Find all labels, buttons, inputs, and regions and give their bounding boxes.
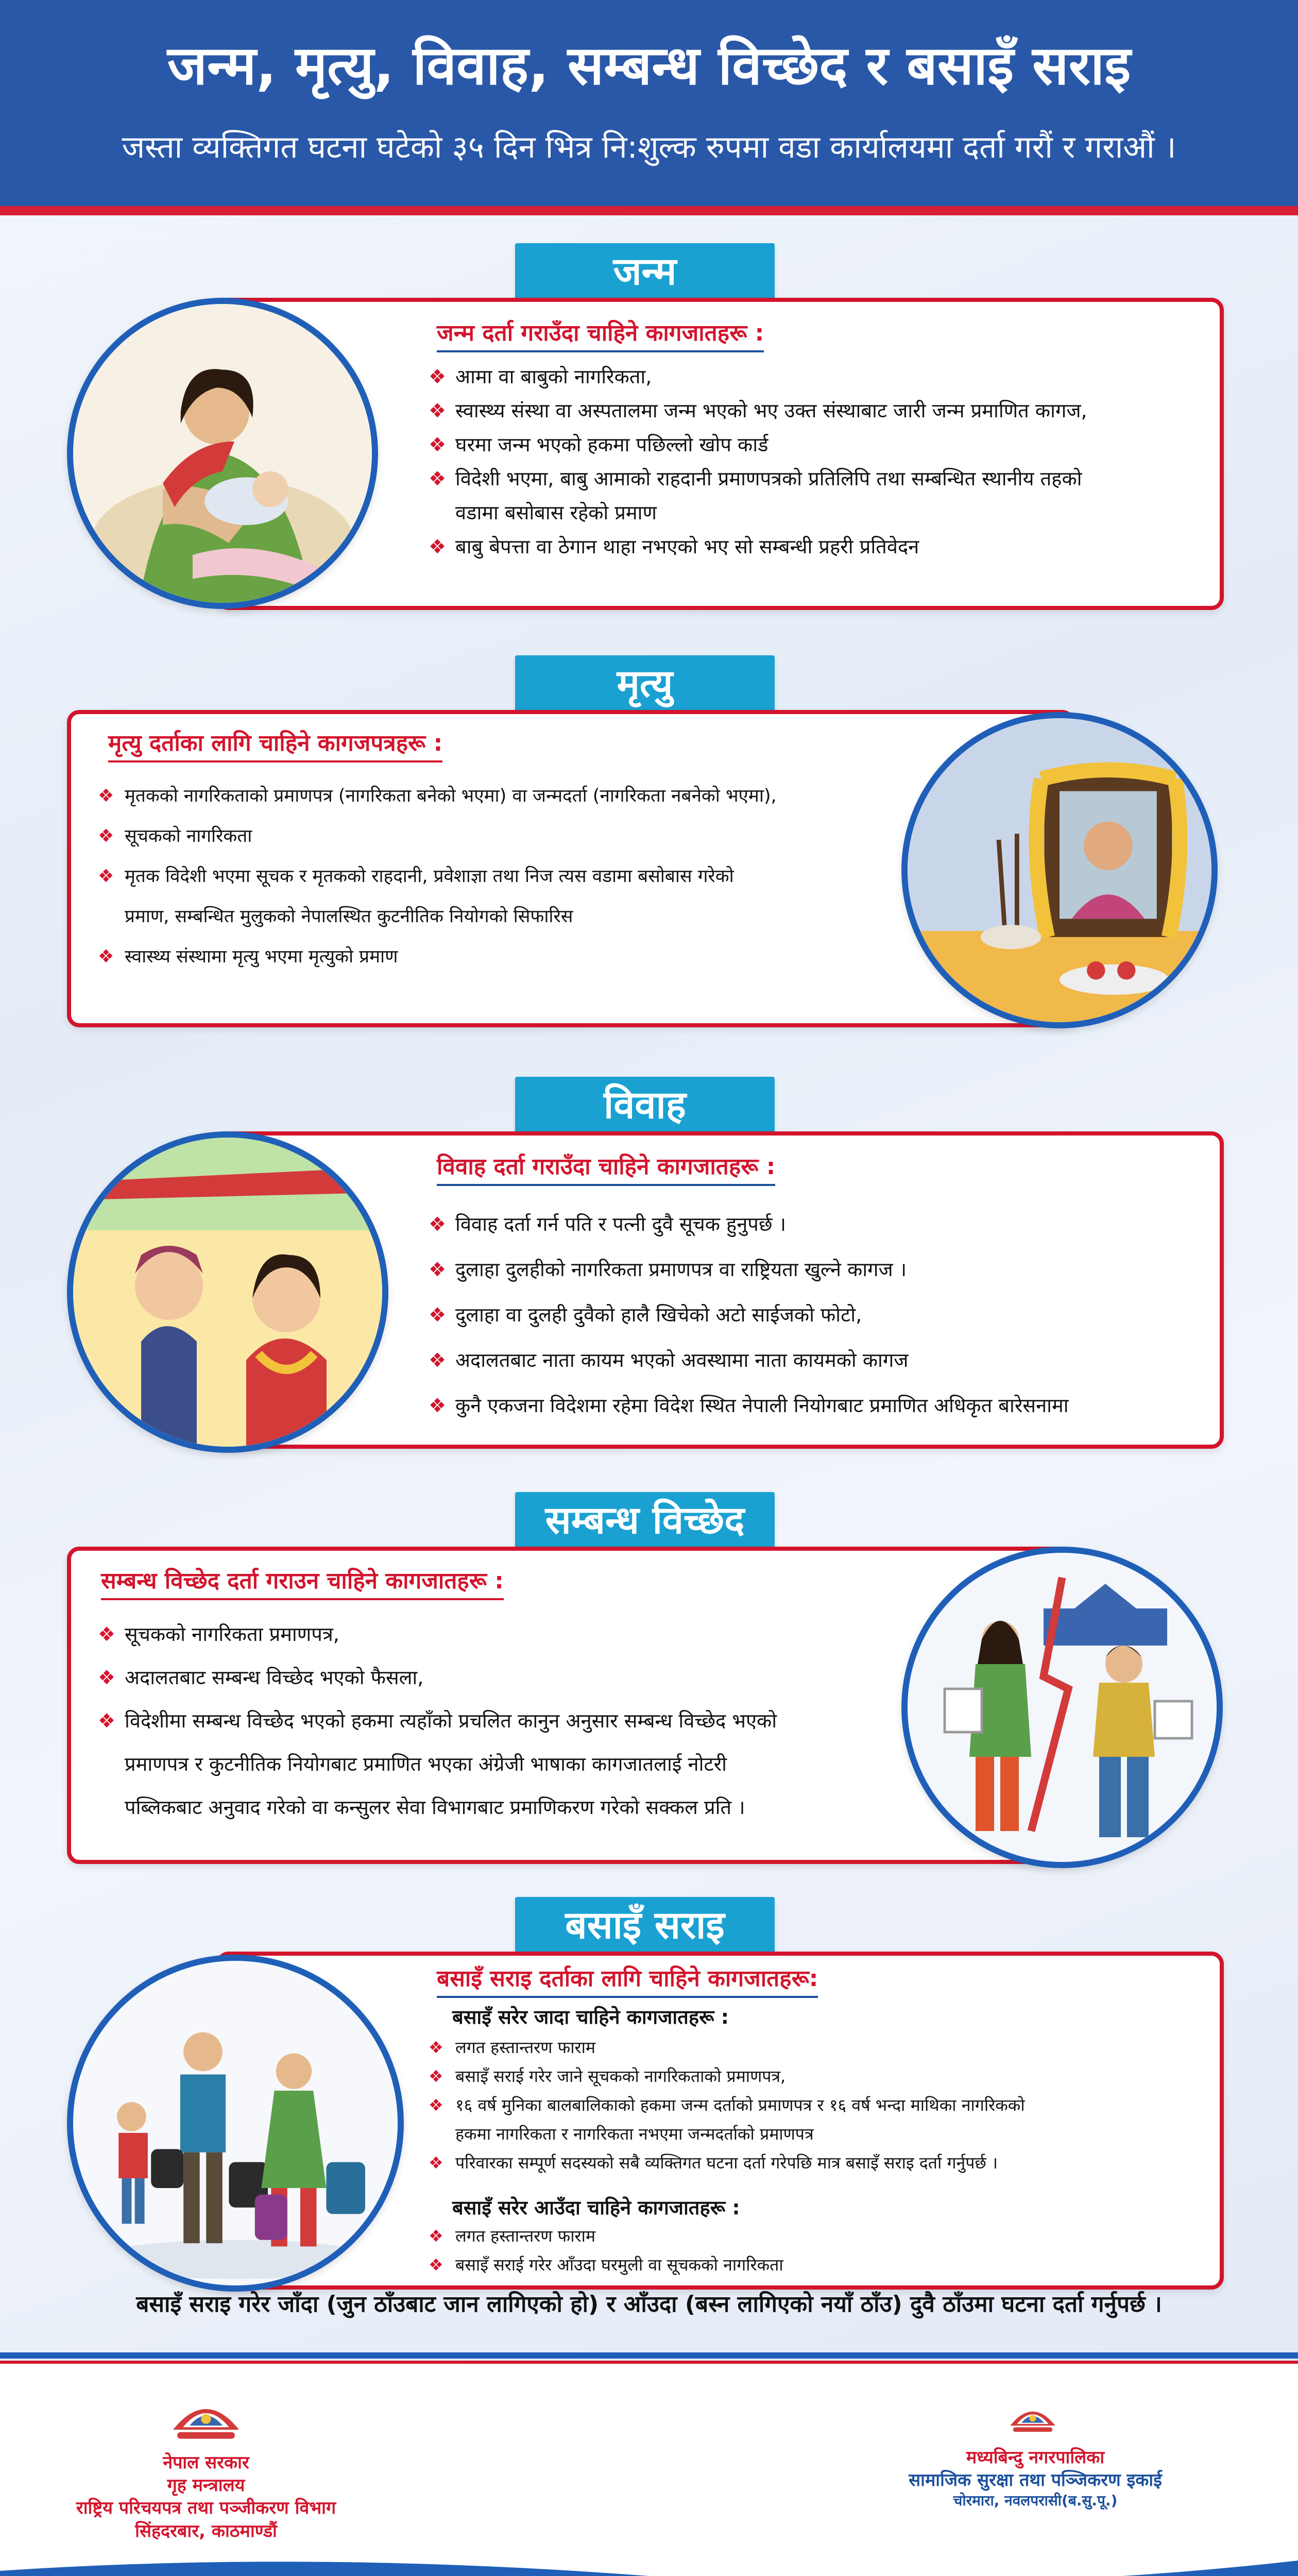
- list-item: ❖ बसाइँ सराई गरेर आँउदा घरमुली वा सूचकको नागरिकता: [426, 2250, 1199, 2279]
- diamond-bullet-icon: ❖: [429, 2226, 443, 2246]
- list-item: ❖ दुलाहा दुलहीको नागरिकता प्रमाणपत्र वा राष्ट्रियता खुल्ने कागज ।: [426, 1247, 1199, 1292]
- diamond-bullet-icon: ❖: [429, 1303, 447, 1326]
- diamond-bullet-icon: ❖: [98, 786, 114, 806]
- list-item: ❖ विदेशी भएमा, बाबु आमाको राहदानी प्रमाणपत्रको प्रतिलिपि तथा सम्बन्धित स्थानीय तहको वडामा बसोबास रहेको प्रमाण: [426, 462, 1199, 530]
- diamond-bullet-icon: ❖: [429, 467, 447, 490]
- section-tab-divorce: सम्बन्ध विच्छेद: [515, 1492, 775, 1549]
- list-item: ❖ सूचकको नागरिकता: [96, 816, 941, 856]
- separated-couple-illustration: [901, 1547, 1223, 1868]
- diamond-bullet-icon: ❖: [429, 2255, 443, 2275]
- diamond-bullet-icon: ❖: [429, 399, 447, 422]
- list-item: ❖ विदेशीमा सम्बन्ध विच्छेद भएको हकमा त्यहाँको प्रचलित कानुन अनुसार सम्बन्ध विच्छेद भएको प्रमाणपत्र र कुटनीतिक नियोगबाट प्रमाणित भएका अंग्रेजी भाषाका कागजातलाई नोटरी पब्लिकबाट अनुवाद गरेको वा कन्सुलर सेवा विभागबाट प्रमाणिकरण गरेको सक्कल प्रति ।: [96, 1699, 971, 1829]
- footer-right-org: मध्यबिन्दु नगरपालिका सामाजिक सुरक्षा तथा पञ्जिकरण इकाई चोरमारा, नवलपरासी(ब.सु.पू.): [909, 2447, 1162, 2510]
- wedding-couple-illustration: [67, 1131, 388, 1453]
- section-tab-death: मृत्यु: [515, 655, 775, 712]
- list-item: ❖ लगत हस्तान्तरण फाराम: [426, 2222, 1199, 2250]
- diamond-bullet-icon: ❖: [429, 535, 447, 558]
- diamond-bullet-icon: ❖: [98, 946, 114, 967]
- migration-heading: बसाइँ सराइ दर्ताका लागि चाहिने कागजातहरू:: [437, 1962, 818, 1998]
- diamond-bullet-icon: ❖: [429, 433, 447, 456]
- birth-heading: जन्म दर्ता गराउँदा चाहिने कागजातहरू :: [437, 316, 764, 352]
- diamond-bullet-icon: ❖: [429, 2095, 443, 2115]
- section-tab-migration: बसाइँ सराइ: [515, 1897, 775, 1954]
- diamond-bullet-icon: ❖: [429, 1213, 447, 1235]
- footer-wave-decoration: [0, 2550, 1298, 2576]
- section-tab-birth: जन्म: [515, 243, 775, 300]
- diamond-bullet-icon: ❖: [429, 1258, 447, 1281]
- marriage-heading: विवाह दर्ता गराउँदा चाहिने कागजातहरू :: [437, 1150, 775, 1186]
- page-subtitle: जस्ता व्यक्तिगत घटना घटेको ३५ दिन भित्र नि:शुल्क रुपमा वडा कार्यालयमा दर्ता गरौं र गराऔं ।: [122, 129, 1176, 165]
- family-migrating-illustration: [67, 1955, 404, 2292]
- diamond-bullet-icon: ❖: [429, 2038, 443, 2057]
- list-item: ❖ लगत हस्तान्तरण फाराम: [426, 2033, 1199, 2062]
- marriage-list: [426, 1201, 1199, 1428]
- header-divider: [0, 206, 1298, 215]
- list-item: ❖ मृतकको नागरिकताको प्रमाणपत्र (नागरिकता बनेको भएमा) वा जन्मदर्ता (नागरिकता नबनेको भएमा),: [96, 776, 941, 816]
- list-item: ❖ अदालतबाट नाता कायम भएको अवस्थामा नाता कायमको कागज: [426, 1337, 1199, 1383]
- diamond-bullet-icon: ❖: [98, 1623, 116, 1646]
- diamond-bullet-icon: ❖: [98, 1709, 116, 1732]
- diamond-bullet-icon: ❖: [98, 866, 114, 887]
- memorial-photo-illustration: [901, 712, 1218, 1028]
- diamond-bullet-icon: ❖: [429, 1349, 447, 1371]
- diamond-bullet-icon: ❖: [98, 826, 114, 846]
- migration-in-heading: बसाइँ सरेर आउँदा चाहिने कागजातहरू :: [452, 2196, 740, 2219]
- list-item: ❖ विवाह दर्ता गर्न पति र पत्नी दुवै सूचक हुनुपर्छ ।: [426, 1201, 1199, 1247]
- death-list: [96, 776, 941, 977]
- diamond-bullet-icon: ❖: [98, 1666, 116, 1689]
- list-item: ❖ आमा वा बाबुको नागरिकता,: [426, 360, 1199, 394]
- mother-baby-illustration: [67, 298, 378, 609]
- list-item: ❖ मृतक विदेशी भएमा सूचक र मृतकको राहदानी, प्रवेशाज्ञा तथा निज त्यस वडामा बसोबास गरेको प्रमाण, सम्बन्धित मुलुकको नेपालस्थित कुटनीतिक नियोगको सिफारिस: [96, 856, 941, 937]
- list-item: ❖ १६ वर्ष मुनिका बालबालिकाको हकमा जन्म दर्ताको प्रमाणपत्र र १६ वर्ष भन्दा माथिका नागरिकको हकमा नागरिकता र नागरिकता नभएमा जन्मदर्ताको प्रमाणपत्र: [426, 2091, 1199, 2148]
- migration-out-list: [426, 2033, 1199, 2177]
- diamond-bullet-icon: ❖: [429, 2153, 443, 2173]
- footer: [0, 2364, 1298, 2576]
- footer-divider: [0, 2352, 1298, 2359]
- section-tab-marriage: विवाह: [515, 1077, 775, 1133]
- footer-left-org: नेपाल सरकार गृह मन्त्रालय राष्ट्रिय परिचयपत्र तथा पञ्जीकरण विभाग सिंहदरबार, काठमाण्डौं: [76, 2452, 336, 2541]
- death-heading: मृत्यु दर्ताका लागि चाहिने कागजपत्रहरू :: [108, 726, 442, 762]
- migration-out-heading: बसाइँ सरेर जादा चाहिने कागजातहरू :: [452, 2006, 729, 2028]
- list-item: ❖ अदालतबाट सम्बन्ध विच्छेद भएको फैसला,: [96, 1656, 971, 1699]
- nepal-emblem-icon: [165, 2384, 247, 2446]
- list-item: ❖ बसाइँ सराई गरेर जाने सूचकको नागरिकताको प्रमाणपत्र,: [426, 2062, 1199, 2091]
- list-item: ❖ स्वास्थ्य संस्था वा अस्पतालमा जन्म भएको भए उक्त संस्थाबाट जारी जन्म प्रमाणित कागज,: [426, 394, 1199, 428]
- page-title: जन्म, मृत्यु, विवाह, सम्बन्ध विच्छेद र बसाइँ सराइ: [167, 34, 1131, 97]
- migration-footnote: बसाइँ सराइ गरेर जाँदा (जुन ठाँउबाट जान लागिएको हो) र आँउदा (बस्न लागिएको नयाँ ठाँउ) दुवै ठाँउमा घटना दर्ता गर्नुपर्छ ।: [136, 2291, 1162, 2317]
- diamond-bullet-icon: ❖: [429, 365, 447, 388]
- list-item: ❖ सूचकको नागरिकता प्रमाणपत्र,: [96, 1613, 971, 1656]
- divorce-heading: सम्बन्ध विच्छेद दर्ता गराउन चाहिने कागजातहरू :: [101, 1564, 504, 1600]
- list-item: ❖ स्वास्थ्य संस्थामा मृत्यु भएमा मृत्युको प्रमाण: [96, 937, 941, 977]
- list-item: ❖ बाबु बेपत्ता वा ठेगान थाहा नभएको भए सो सम्बन्धी प्रहरी प्रतिवेदन: [426, 530, 1199, 564]
- list-item: ❖ घरमा जन्म भएको हकमा पछिल्लो खोप कार्ड: [426, 428, 1199, 462]
- diamond-bullet-icon: ❖: [429, 2066, 443, 2086]
- migration-in-list: [426, 2222, 1199, 2279]
- list-item: ❖ परिवारका सम्पूर्ण सदस्यको सबै व्यक्तिगत घटना दर्ता गरेपछि मात्र बसाइँ सराइ दर्ता गर्नुपर्छ ।: [426, 2148, 1199, 2177]
- nepal-emblem-icon: [1004, 2395, 1061, 2437]
- divorce-list: [96, 1613, 971, 1829]
- list-item: ❖ दुलाहा वा दुलही दुवैको हालै खिचेको अटो साईजको फोटो,: [426, 1292, 1199, 1337]
- diamond-bullet-icon: ❖: [429, 1394, 447, 1417]
- header-banner: [0, 0, 1298, 206]
- list-item: ❖ कुनै एकजना विदेशमा रहेमा विदेश स्थित नेपाली नियोगबाट प्रमाणित अधिकृत बारेसनामा: [426, 1383, 1199, 1428]
- birth-list: [426, 360, 1199, 564]
